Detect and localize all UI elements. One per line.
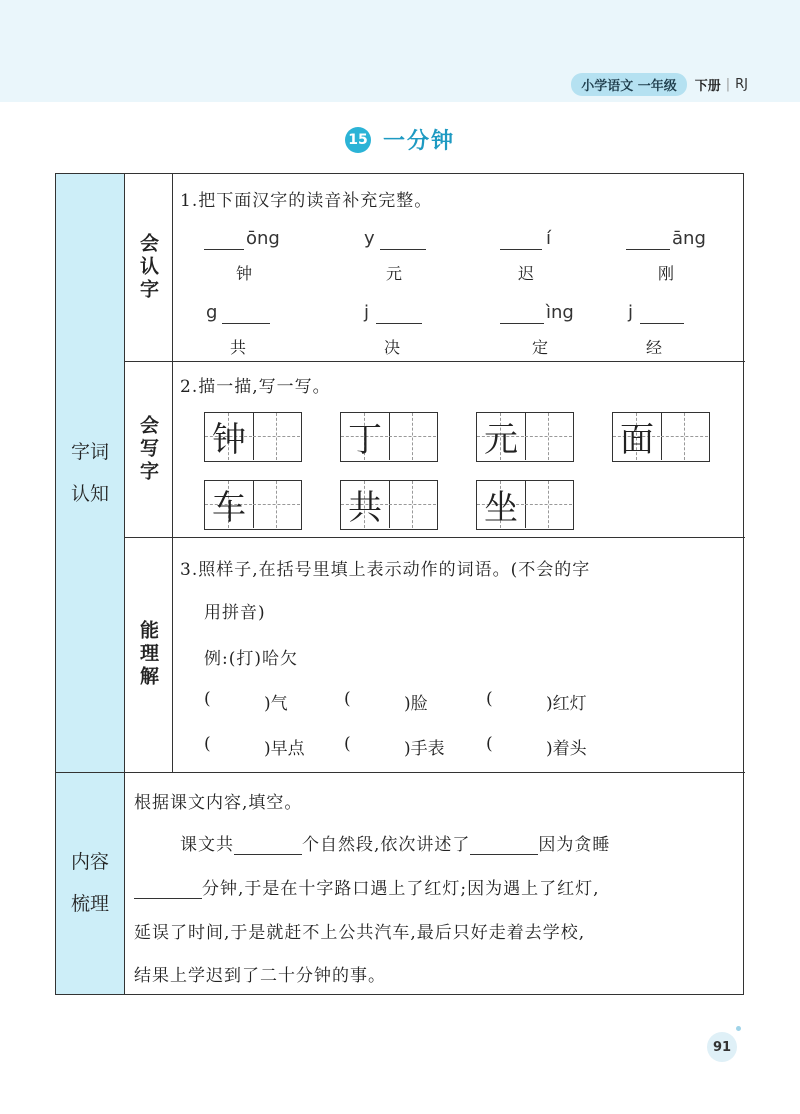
answer-blank[interactable] xyxy=(640,323,684,324)
answer-blank[interactable] xyxy=(204,249,244,250)
grid-cell xyxy=(661,413,709,460)
trace-char: 元 xyxy=(484,420,518,460)
hanzi: 定 xyxy=(532,338,549,357)
hanzi: 迟 xyxy=(518,264,535,283)
phrase-blank: )脸 xyxy=(404,694,428,714)
pinyin-text: í xyxy=(546,228,552,249)
answer-blank[interactable] xyxy=(470,836,538,855)
hanzi: 元 xyxy=(386,264,403,283)
lesson-name: 一分钟 xyxy=(382,129,455,154)
tian-grid[interactable] xyxy=(612,412,710,462)
hanzi: 经 xyxy=(646,338,663,357)
content-line-4: 结果上学迟到了二十分钟的事。 xyxy=(134,966,386,986)
pinyin-item xyxy=(362,302,462,362)
pinyin-text: ìng xyxy=(546,302,574,323)
separator: | xyxy=(725,76,731,92)
trace-char: 钟 xyxy=(212,420,246,460)
content-line-1 xyxy=(180,830,610,855)
tian-grid[interactable] xyxy=(476,480,574,530)
sub-huirenzi: 会认字 xyxy=(125,174,173,361)
trace-char: 面 xyxy=(620,420,654,460)
category-zici-label: 字词认知 xyxy=(70,441,109,505)
answer-blank[interactable] xyxy=(626,249,670,250)
volume-label: 下册 xyxy=(694,78,721,94)
grid-cell xyxy=(525,481,573,528)
open-paren[interactable]: ( xyxy=(204,734,211,754)
hanzi: 钟 xyxy=(236,264,253,283)
phrase-blank: )红灯 xyxy=(546,694,587,714)
tian-grid[interactable] xyxy=(340,480,438,530)
open-paren[interactable]: ( xyxy=(204,689,211,709)
content-line-3: 延误了时间,于是就赶不上公共汽车,最后只好走着去学校, xyxy=(134,923,586,943)
trace-char: 丁 xyxy=(348,420,382,460)
text-fragment: 因为贪睡 xyxy=(538,835,611,855)
q3-example: 例:(打)哈欠 xyxy=(204,649,298,669)
open-paren[interactable]: ( xyxy=(344,734,351,754)
grid-cell xyxy=(253,481,301,528)
phrase-blank: )手表 xyxy=(404,739,445,759)
answer-blank[interactable] xyxy=(222,323,270,324)
open-paren[interactable]: ( xyxy=(344,689,351,709)
pinyin-text: āng xyxy=(672,228,706,249)
phrase-blank: )气 xyxy=(264,694,288,714)
divider xyxy=(56,772,745,773)
grid-cell xyxy=(253,413,301,460)
pinyin-item xyxy=(626,302,726,362)
grid-cell xyxy=(389,481,437,528)
phrase-blank: )早点 xyxy=(264,739,305,759)
text-fragment: 个自然段,依次讲述了 xyxy=(302,835,471,855)
trace-char: 坐 xyxy=(484,488,518,528)
hanzi: 共 xyxy=(230,338,247,357)
hanzi: 刚 xyxy=(658,264,675,283)
trace-char: 共 xyxy=(348,488,382,528)
open-paren[interactable]: ( xyxy=(486,689,493,709)
q2-instruction: 2.描一描,写一写。 xyxy=(180,377,331,397)
pinyin-text: j xyxy=(364,302,370,323)
grid-cell xyxy=(525,413,573,460)
open-paren[interactable]: ( xyxy=(486,734,493,754)
q3-instruction: 3.照样子,在括号里填上表示动作的词语。(不会的字 xyxy=(180,560,591,580)
edition-label: RJ xyxy=(735,76,748,92)
sub-huixiezi: 会写字 xyxy=(125,361,173,537)
pinyin-text: g xyxy=(206,302,218,323)
pinyin-item xyxy=(626,228,726,288)
tian-grid[interactable] xyxy=(340,412,438,462)
divider xyxy=(125,537,745,538)
pinyin-text: j xyxy=(628,302,634,323)
phrase-blank: )着头 xyxy=(546,739,587,759)
lesson-number-badge: 15 xyxy=(345,127,371,153)
pinyin-item xyxy=(500,228,600,288)
pinyin-item xyxy=(500,302,600,362)
answer-blank[interactable] xyxy=(234,836,302,855)
text-fragment: 分钟,于是在十字路口遇上了红灯;因为遇上了红灯, xyxy=(202,879,600,899)
decorative-dot xyxy=(736,1026,741,1031)
hanzi: 决 xyxy=(384,338,401,357)
answer-blank[interactable] xyxy=(500,249,542,250)
q1-instruction: 1.把下面汉字的读音补充完整。 xyxy=(180,191,433,211)
pinyin-item xyxy=(204,302,304,362)
exercise-table xyxy=(55,173,744,995)
content-instruction: 根据课文内容,填空。 xyxy=(134,793,303,813)
page-number: 91 xyxy=(707,1032,737,1062)
pinyin-item xyxy=(362,228,462,288)
grid-cell xyxy=(389,413,437,460)
trace-char: 车 xyxy=(212,488,246,528)
tian-grid[interactable] xyxy=(204,480,302,530)
pinyin-text: ōng xyxy=(246,228,280,249)
sub-nenglijie: 能理解 xyxy=(125,537,173,772)
category-neirong xyxy=(56,772,125,994)
answer-blank[interactable] xyxy=(500,323,544,324)
lesson-title xyxy=(0,124,800,155)
pinyin-text: y xyxy=(364,228,375,249)
answer-blank[interactable] xyxy=(134,880,202,899)
pinyin-item xyxy=(204,228,304,288)
category-neirong-label: 内容梳理 xyxy=(70,851,109,915)
tian-grid[interactable] xyxy=(476,412,574,462)
content-line-2 xyxy=(134,874,600,899)
tian-grid[interactable] xyxy=(204,412,302,462)
category-zici xyxy=(56,174,125,772)
answer-blank[interactable] xyxy=(376,323,422,324)
book-label xyxy=(571,73,748,95)
text-fragment: 课文共 xyxy=(180,835,234,855)
subject-grade-badge: 小学语文 一年级 xyxy=(571,73,687,96)
answer-blank[interactable] xyxy=(380,249,426,250)
q3-instruction-cont: 用拼音) xyxy=(204,603,266,623)
